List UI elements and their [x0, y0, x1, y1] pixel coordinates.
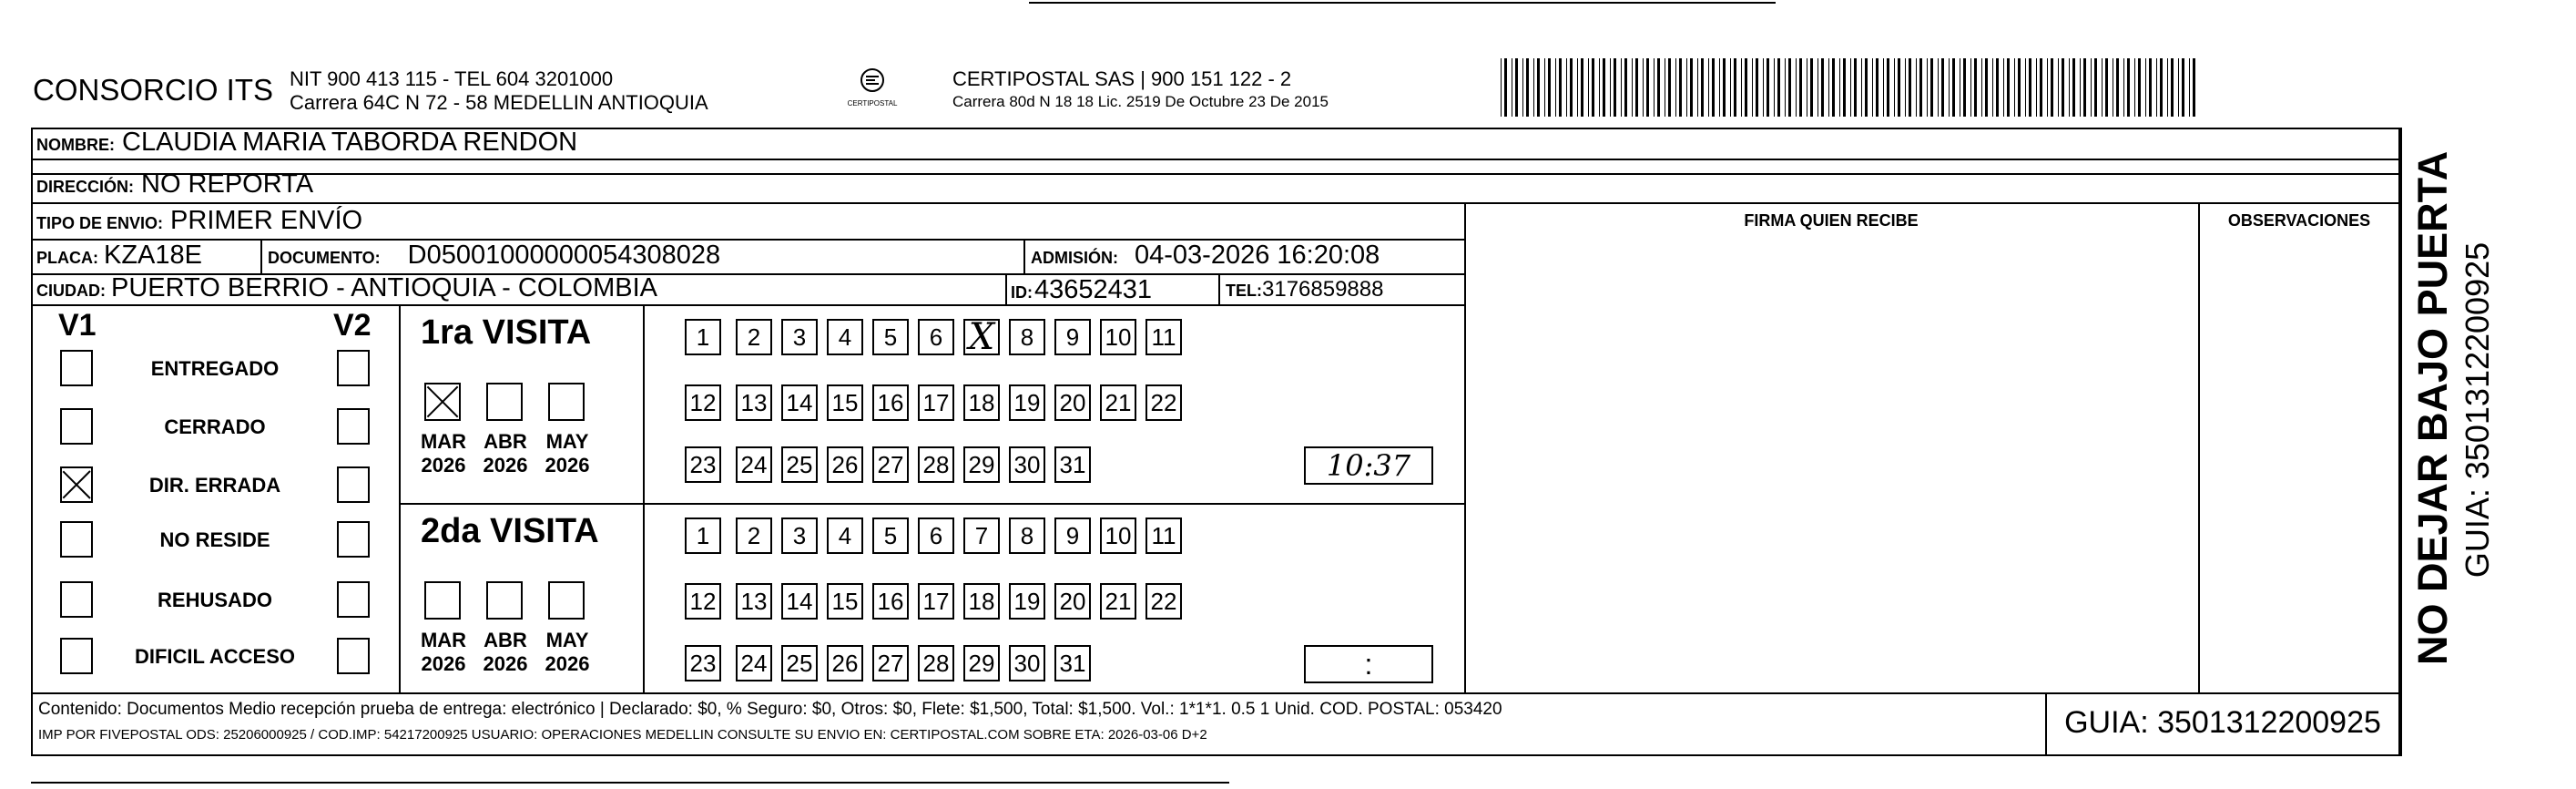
company-address: Carrera 64C N 72 - 58 MEDELLIN ANTIOQUIA	[290, 91, 708, 114]
day-box[interactable]: 27	[872, 645, 909, 681]
day-box[interactable]: 1	[685, 319, 721, 355]
day-box[interactable]: 26	[827, 446, 863, 483]
day-box[interactable]: 4	[827, 319, 863, 355]
day-box[interactable]: 24	[736, 446, 772, 483]
id-number: 43652431	[1034, 275, 1153, 304]
status-v2-checkbox[interactable]	[337, 521, 370, 558]
day-box[interactable]: 3	[781, 319, 818, 355]
document-row: DOCUMENTO: D05001000000054308028	[268, 241, 721, 270]
day-box[interactable]: 31	[1054, 446, 1091, 483]
status-v2-checkbox[interactable]	[337, 408, 370, 445]
month-checkbox[interactable]	[424, 383, 461, 421]
day-box[interactable]: 17	[918, 384, 954, 421]
recipient-name: CLAUDIA MARIA TABORDA RENDON	[122, 128, 578, 157]
day-box[interactable]: 10	[1100, 319, 1136, 355]
admission-date: 04-03-2026 16:20:08	[1135, 241, 1380, 270]
day-box[interactable]: 11	[1145, 319, 1182, 355]
day-box[interactable]: 9	[1054, 517, 1091, 554]
day-box[interactable]: 12	[685, 384, 721, 421]
document-number: D05001000000054308028	[407, 241, 721, 270]
month-checkbox[interactable]	[424, 581, 461, 620]
day-box[interactable]: 13	[736, 583, 772, 620]
side-panel	[2409, 150, 2519, 665]
status-label: ENTREGADO	[150, 357, 280, 380]
city: PUERTO BERRIO - ANTIOQUIA - COLOMBIA	[111, 273, 657, 302]
day-box[interactable]: 21	[1100, 583, 1136, 620]
month-label: ABR 2026	[483, 430, 528, 476]
day-box[interactable]: 27	[872, 446, 909, 483]
day-box[interactable]: 16	[872, 384, 909, 421]
status-label: NO RESIDE	[159, 528, 270, 551]
send-type: PRIMER ENVÍO	[170, 206, 363, 235]
day-box[interactable]: 4	[827, 517, 863, 554]
id-row: ID: 43652431	[1011, 275, 1153, 304]
day-box[interactable]: 6	[918, 319, 954, 355]
month-checkbox[interactable]	[548, 383, 585, 421]
day-box[interactable]: 20	[1054, 384, 1091, 421]
day-box[interactable]: 31	[1054, 645, 1091, 681]
certipostal-address: Carrera 80d N 18 18 Lic. 2519 De Octubre 23 De 2015	[952, 93, 1329, 110]
month-label: MAY 2026	[545, 629, 590, 675]
day-box[interactable]: 30	[1009, 645, 1045, 681]
month-label: MAR 2026	[420, 430, 467, 476]
day-box[interactable]: 18	[963, 384, 1000, 421]
day-box[interactable]: 23	[685, 645, 721, 681]
day-box[interactable]: 29	[963, 446, 1000, 483]
day-box[interactable]: 26	[827, 645, 863, 681]
company-nit: NIT 900 413 115 - TEL 604 3201000	[290, 67, 614, 90]
status-v1-checkbox[interactable]	[60, 466, 93, 503]
status-v1-checkbox[interactable]	[60, 408, 93, 445]
status-label: REHUSADO	[158, 589, 272, 611]
day-box[interactable]: 28	[918, 446, 954, 483]
side-notice: NO DEJAR BAJO PUERTA	[2409, 150, 2456, 665]
status-label: CERRADO	[164, 415, 266, 438]
plate-row: PLACA: KZA18E	[36, 241, 202, 270]
day-box[interactable]: 18	[963, 583, 1000, 620]
side-guia: GUIA: 3501312200925	[2459, 241, 2496, 579]
recipient-address-row: DIRECCIÓN: NO REPORTA	[36, 169, 314, 199]
day-box[interactable]: 22	[1145, 583, 1182, 620]
day-box[interactable]: 25	[781, 645, 818, 681]
day-box[interactable]: 9	[1054, 319, 1091, 355]
day-box[interactable]: 14	[781, 384, 818, 421]
day-box[interactable]: 6	[918, 517, 954, 554]
visit-2-time[interactable]: :	[1304, 645, 1433, 683]
visit-1-time[interactable]: 10:37	[1304, 446, 1433, 485]
barcode	[1501, 58, 2202, 117]
day-box[interactable]: X	[963, 319, 1000, 355]
day-box[interactable]: 30	[1009, 446, 1045, 483]
day-box[interactable]: 8	[1009, 517, 1045, 554]
day-box[interactable]: 12	[685, 583, 721, 620]
status-label: DIR. ERRADA	[148, 474, 281, 497]
month-label: MAR 2026	[420, 629, 467, 675]
visit-2-title: 2da VISITA	[421, 512, 599, 550]
day-box[interactable]: 25	[781, 446, 818, 483]
top-edge-line	[1029, 2, 1776, 4]
observations-label: OBSERVACIONES	[2227, 211, 2371, 230]
day-box[interactable]: 20	[1054, 583, 1091, 620]
tel-row: TEL: 3176859888	[1226, 277, 1384, 302]
day-box[interactable]: 23	[685, 446, 721, 483]
day-box[interactable]: 22	[1145, 384, 1182, 421]
svg-text:CERTIPOSTAL: CERTIPOSTAL	[847, 99, 898, 108]
day-box[interactable]: 17	[918, 583, 954, 620]
month-checkbox[interactable]	[486, 383, 523, 421]
status-v1-checkbox[interactable]	[60, 581, 93, 618]
city-row: CIUDAD: PUERTO BERRIO - ANTIOQUIA - COLOMBIA	[36, 273, 657, 302]
admission-row: ADMISIÓN: 04-03-2026 16:20:08	[1031, 241, 1380, 270]
certipostal-name: CERTIPOSTAL SAS | 900 151 122 - 2	[952, 67, 1292, 90]
footer-guia: GUIA: 3501312200925	[2064, 705, 2381, 740]
day-box[interactable]: 8	[1009, 319, 1045, 355]
day-box[interactable]: 5	[872, 517, 909, 554]
v1-label: V1	[58, 308, 97, 343]
status-v1-checkbox[interactable]	[60, 350, 93, 386]
day-box[interactable]: 24	[736, 645, 772, 681]
month-checkbox[interactable]	[548, 581, 585, 620]
status-v2-checkbox[interactable]	[337, 350, 370, 386]
status-v1-checkbox[interactable]	[60, 521, 93, 558]
status-label: DIFICIL ACCESO	[134, 645, 295, 668]
day-box[interactable]: 1	[685, 517, 721, 554]
month-label: MAY 2026	[545, 430, 590, 476]
day-box[interactable]: 3	[781, 517, 818, 554]
day-box[interactable]: 15	[827, 384, 863, 421]
signature-label: FIRMA QUIEN RECIBE	[1744, 211, 1919, 230]
day-box[interactable]: 2	[736, 319, 772, 355]
footer-content-line: Contenido: Documentos Medio recepción prueba de entrega: electrónico | Declarado: $0, % Seguro: $0, Otros: $0, Flete: $1,500, Total: $1,500. Vol.: 1*1*1. 0.5 1 Unid. COD. POSTAL: 053420	[38, 700, 1502, 719]
month-checkbox[interactable]	[486, 581, 523, 620]
day-box[interactable]: 7	[963, 517, 1000, 554]
day-box[interactable]: 16	[872, 583, 909, 620]
day-box[interactable]: 15	[827, 583, 863, 620]
day-box[interactable]: 21	[1100, 384, 1136, 421]
recipient-address: NO REPORTA	[141, 169, 314, 199]
day-box[interactable]: 29	[963, 645, 1000, 681]
plate: KZA18E	[104, 241, 202, 270]
day-box[interactable]: 5	[872, 319, 909, 355]
day-box[interactable]: 19	[1009, 384, 1045, 421]
day-box[interactable]: 28	[918, 645, 954, 681]
status-v2-checkbox[interactable]	[337, 466, 370, 503]
day-box[interactable]: 19	[1009, 583, 1045, 620]
v2-label: V2	[333, 308, 372, 343]
day-box[interactable]: 10	[1100, 517, 1136, 554]
day-box[interactable]: 11	[1145, 517, 1182, 554]
status-v2-checkbox[interactable]	[337, 638, 370, 674]
status-v1-checkbox[interactable]	[60, 638, 93, 674]
day-box[interactable]: 14	[781, 583, 818, 620]
bottom-edge-line	[31, 782, 1229, 784]
tel-number: 3176859888	[1262, 277, 1384, 302]
day-box[interactable]: 13	[736, 384, 772, 421]
recipient-name-row: NOMBRE: CLAUDIA MARIA TABORDA RENDON	[36, 128, 578, 157]
visit-1-title: 1ra VISITA	[421, 313, 592, 352]
send-type-row: TIPO DE ENVIO: PRIMER ENVÍO	[36, 206, 363, 235]
certipostal-logo	[836, 66, 909, 111]
month-label: ABR 2026	[483, 629, 528, 675]
status-v2-checkbox[interactable]	[337, 581, 370, 618]
day-box[interactable]: 2	[736, 517, 772, 554]
footer-print-line: IMP POR FIVEPOSTAL ODS: 25206000925 / COD.IMP: 54217200925 USUARIO: OPERACIONES MEDELLIN CONSULTE SU ENVIO EN: CERTIPOSTAL.COM SOBRE ETA: 2026-03-06 D+2	[38, 727, 1207, 743]
company-name: CONSORCIO ITS	[33, 73, 274, 107]
